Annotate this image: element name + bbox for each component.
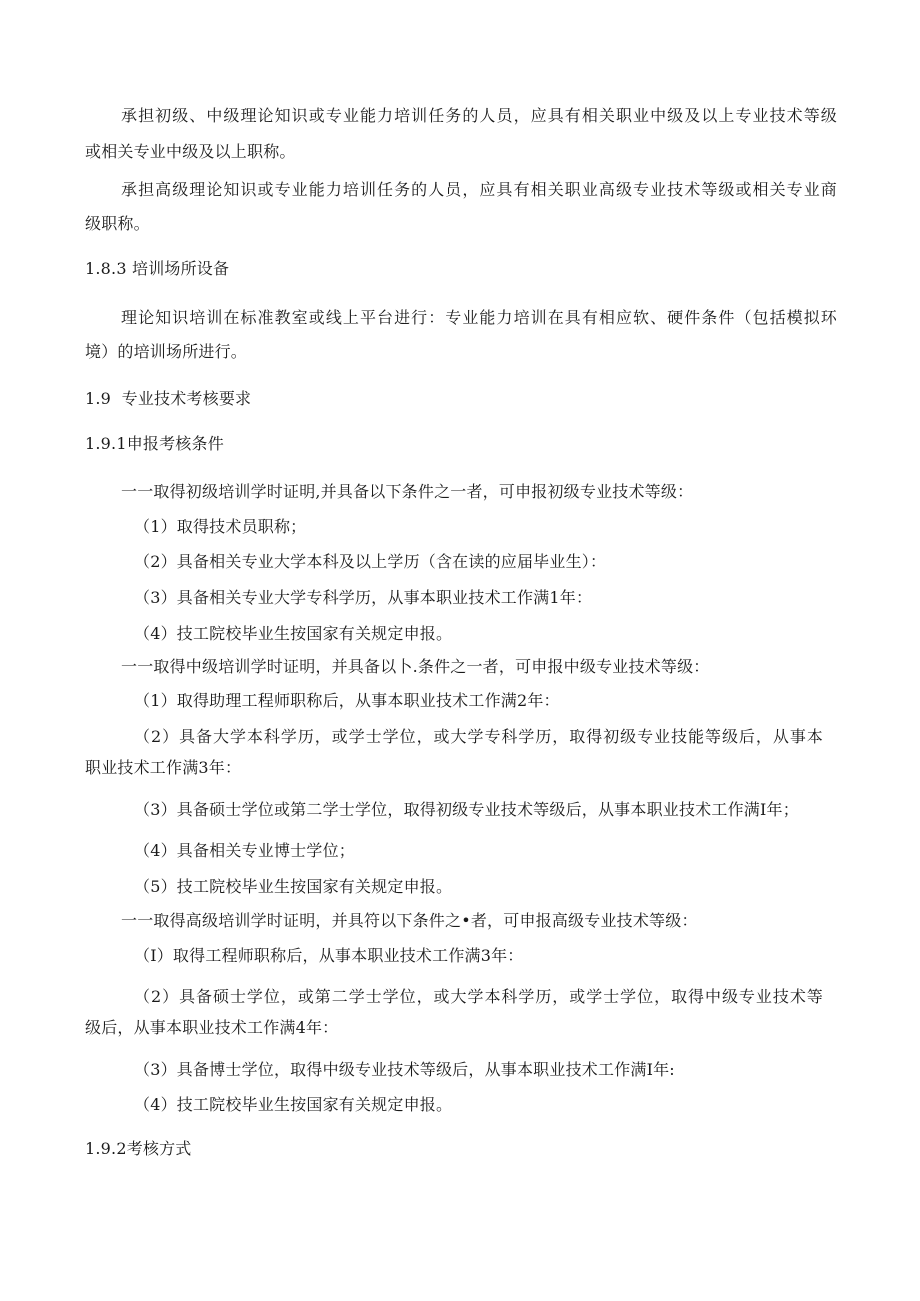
senior-condition-item: （3）具备博士学位，取得中级专业技术等级后，从事本职业技术工作满I年: — [134, 1060, 675, 1079]
junior-condition-item: （4）技工院校毕业生按国家有关规定申报。 — [134, 624, 453, 643]
middle-condition-item: （1）取得助理工程师职称后，从事本职业技术工作满2年： — [134, 691, 560, 710]
senior-condition-item: （4）技工院校毕业生按国家有关规定申报。 — [134, 1095, 453, 1114]
junior-condition-item: （1）取得技术员职称； — [134, 517, 307, 536]
middle-conditions-intro: 一一取得中级培训学时证明，并具备以卜.条件之一者，可申报中级专业技术等级： — [121, 657, 710, 676]
middle-condition-item: （4）具备相关专业博士学位； — [134, 841, 355, 860]
middle-condition-item-2-line1: （2）具备大学本科学历，或学士学位，或大学专科学历，取得初级专业技能等级后，从事本 — [134, 727, 823, 746]
paragraph-venue-line1: 理论知识培训在标准教室或线上平台进行：专业能力培训在具有相应软、硬件条件（包括模拟环 — [121, 308, 837, 327]
junior-conditions-intro: 一一取得初级培训学时证明,并具备以下条件之一者，可申报初级专业技术等级： — [121, 482, 694, 501]
paragraph-trainer-junior-line2: 或相关专业中级及以上职称。 — [85, 142, 296, 161]
paragraph-trainer-senior-line2: 级职称。 — [85, 214, 150, 233]
junior-condition-item: （3）具备相关专业大学专科学历，从事本职业技术工作满1年： — [134, 588, 593, 607]
senior-conditions-intro: 一一取得高级培训学时证明，并具符以下条件之•者，可申报高级专业技术等级： — [121, 911, 698, 930]
senior-condition-item-2-line2: 级后，从事本职业技术工作满4年： — [85, 1018, 339, 1037]
middle-condition-item: （3）具备硕士学位或第二学士学位，取得初级专业技术等级后，从事本职业技术工作满I年； — [134, 800, 799, 819]
paragraph-trainer-senior-line1: 承担高级理论知识或专业能力培训任务的人员，应具有相关职业高级专业技术等级或相关专业商 — [121, 180, 837, 199]
paragraph-venue-line2: 境）的培训场所进行。 — [85, 342, 248, 361]
paragraph-trainer-junior-line1: 承担初级、中级理论知识或专业能力培训任务的人员，应具有相关职业中级及以上专业技术等级 — [121, 106, 837, 125]
senior-condition-item: （I）取得工程师职称后，从事本职业技术工作满3年： — [134, 946, 524, 965]
senior-condition-item-2-line1: （2）具备硕士学位，或第二学士学位，或大学本科学历，或学士学位，取得中级专业技术等 — [134, 987, 823, 1006]
junior-condition-item: （2）具备相关专业大学本科及以上学历（含在读的应届毕业生）： — [134, 552, 607, 571]
section-heading-1-9-1: 1.9.1申报考核条件 — [85, 434, 224, 453]
section-heading-1-9-2: 1.9.2考核方式 — [85, 1139, 192, 1158]
section-heading-1-9: 1.9 专业技术考核要求 — [85, 389, 252, 408]
middle-condition-item: （5）技工院校毕业生按国家有关规定申报。 — [134, 877, 453, 896]
section-heading-1-8-3: 1.8.3 培训场所设备 — [85, 259, 230, 278]
middle-condition-item-2-line2: 职业技术工作满3年： — [85, 758, 242, 777]
